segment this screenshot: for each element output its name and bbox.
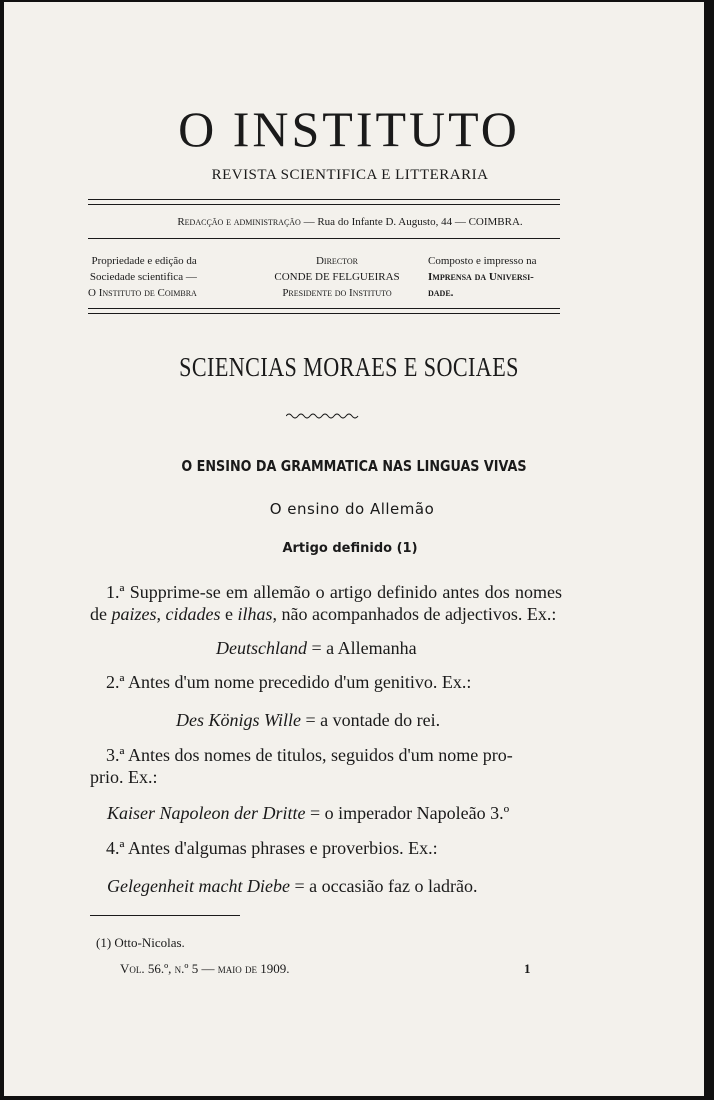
volume-info: Vol. 56.º, n.º 5 — maio de 1909.	[120, 961, 290, 976]
journal-subtitle: REVISTA SCIENTIFICA E LITTERARIA	[211, 167, 489, 183]
divider	[88, 308, 560, 309]
article-subtitle: O ensino do Allemão	[269, 500, 435, 518]
subsection-title: Artigo definido (1)	[282, 541, 418, 556]
divider	[88, 204, 560, 205]
section-title: SCIENCIAS MORAES E SOCIAES	[179, 352, 519, 382]
footnote-rule	[90, 915, 240, 916]
rule-4-paragraph: 4.ª Antes d'algumas phrases e proverbios. Ex.:	[106, 838, 438, 858]
rule-2-paragraph: 2.ª Antes d'um nome precedido d'um genitivo. Ex.:	[106, 672, 472, 692]
rule-2-example: Des Königs Wille = a vontade do rei.	[176, 710, 441, 730]
admin-label: Redacção e administração	[177, 216, 301, 228]
ornament-divider	[286, 412, 360, 420]
admin-line	[0, 216, 704, 228]
journal-title: O INSTITUTO	[178, 101, 520, 157]
rule-1-paragraph: 1.ª Supprime-se em allemão o artigo definido antes dos nomes de paizes, cidades e ilhas, não acompanhados de adjectivos. Ex.:	[90, 582, 562, 624]
rule-3-paragraph: 3.ª Antes dos nomes de titulos, seguidos d'um nome pro-	[106, 745, 513, 765]
rule-1-example: Deutschland = a Allemanha	[216, 638, 417, 658]
rule-3-continuation: prio. Ex.:	[90, 767, 158, 787]
admin-address: — Rua do Infante D. Augusto, 44 — COIMBRA.	[300, 216, 523, 228]
rule-4-example: Gelegenheit macht Diebe = a occasião faz o ladrão.	[107, 876, 478, 896]
masthead-printer: Composto e impresso na Imprensa da Universi- dade.	[428, 255, 537, 299]
divider	[88, 313, 560, 314]
journal-page	[4, 2, 704, 1096]
page-number: 1	[524, 961, 531, 976]
footnote: (1) Otto-Nicolas.	[96, 935, 185, 950]
article-title: O ENSINO DA GRAMMATICA NAS LINGUAS VIVAS	[181, 457, 527, 475]
masthead-director: Director CONDE DE FELGUEIRAS Presidente do Instituto	[274, 255, 400, 299]
rule-3-example: Kaiser Napoleon der Dritte = o imperador Napoleão 3.º	[107, 803, 510, 823]
divider	[88, 238, 560, 239]
masthead-owner: Propriedade e edição da Sociedade scientifica — O Instituto de Coimbra	[88, 255, 197, 299]
divider	[88, 199, 560, 200]
